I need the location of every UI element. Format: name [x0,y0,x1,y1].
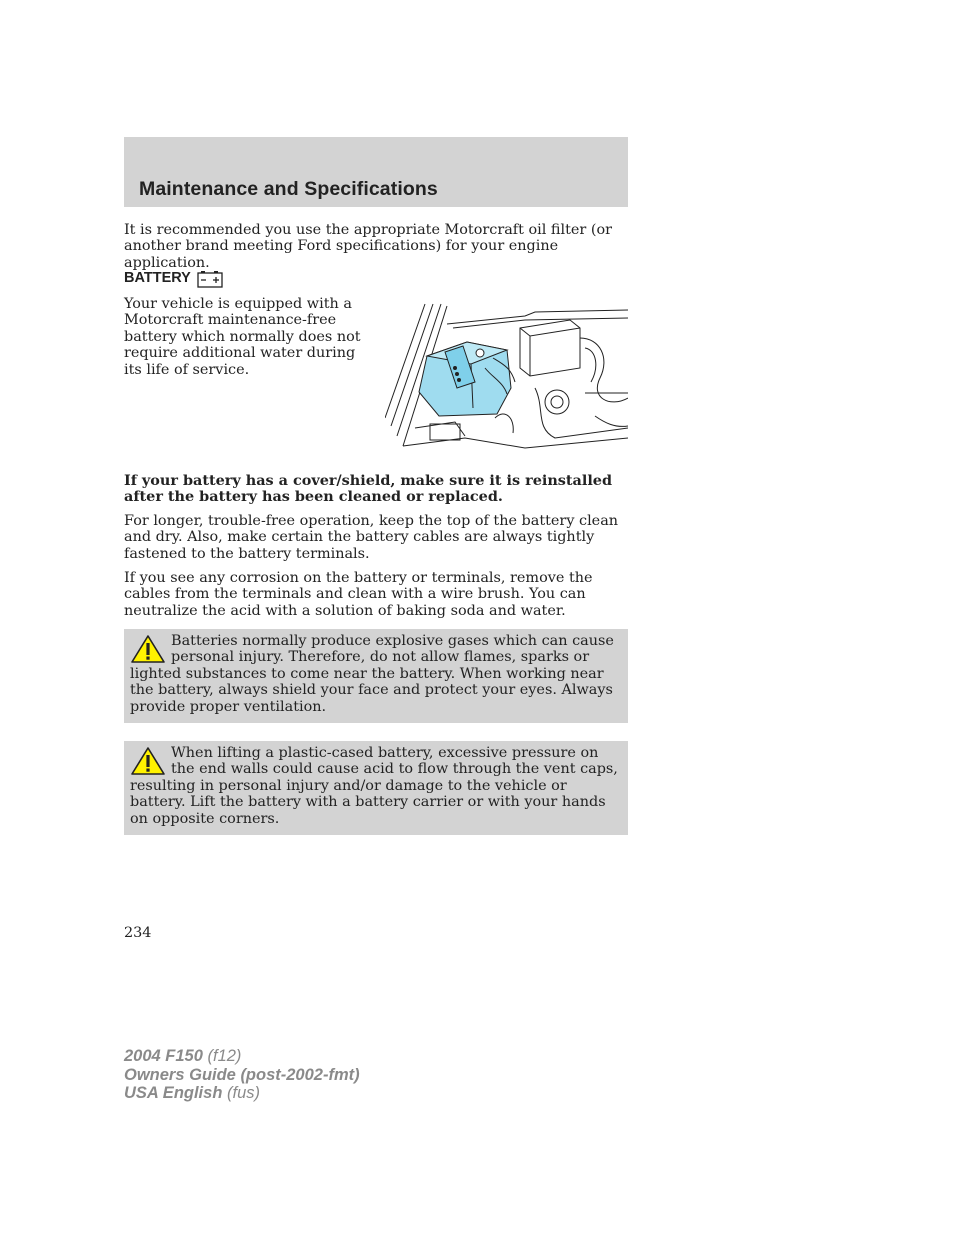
document-footer [124,1047,360,1103]
warning-triangle-icon [129,633,167,665]
cover-shield-note: If your battery has a cover/shield, make sure it is reinstalled after the battery has been cleaned or replaced. [124,472,613,506]
warning-message: When lifting a plastic-cased battery, excessive pressure on the end walls could cause acid to flow through the vent caps, resulting in personal injury and/or damage to the vehicle or battery. Lift the battery with a battery carrier or with your hands on opposite corners. [130,745,618,827]
footer-model: 2004 F150 [124,1047,203,1065]
clean-battery-paragraph: For longer, trouble-free operation, keep the top of the battery clean and dry. Also, make certain the battery cables are always tightly fastened to the battery terminals. [124,513,619,562]
battery-icon [197,270,223,286]
warning-message: Batteries normally produce explosive gases which can cause personal injury. Therefore, do not allow flames, sparks or lighted substances to come near the battery. When working near the battery, always shield your face and protect your eyes. Always provide proper ventilation. [130,633,614,715]
warning-box-lifting-battery [124,741,628,835]
page-number: 234 [124,925,152,941]
battery-engine-bay-illustration [385,298,628,456]
battery-heading [124,270,223,286]
warning-box-explosive-gases [124,629,628,723]
footer-language-code: (fus) [227,1084,260,1102]
warning-triangle-icon [129,745,167,777]
intro-paragraph: It is recommended you use the appropriate Motorcraft oil filter (or another brand meeting Ford specifications) for your engine application. [124,222,613,271]
footer-language: USA English [124,1084,223,1102]
warning-text [130,745,620,827]
battery-description: Your vehicle is equipped with a Motorcraft maintenance-free battery which normally does not require additional water during its life of service. [124,296,361,378]
footer-guide: Owners Guide (post-2002-fmt) [124,1065,360,1084]
footer-model-code: (f12) [207,1047,242,1065]
battery-heading-label: BATTERY [124,270,191,286]
corrosion-paragraph: If you see any corrosion on the battery or terminals, remove the cables from the terminals and clean with a wire brush. You can neutralize the acid with a solution of baking soda and water. [124,570,593,619]
warning-text [130,633,620,715]
page-title: Maintenance and Specifications [139,178,438,200]
